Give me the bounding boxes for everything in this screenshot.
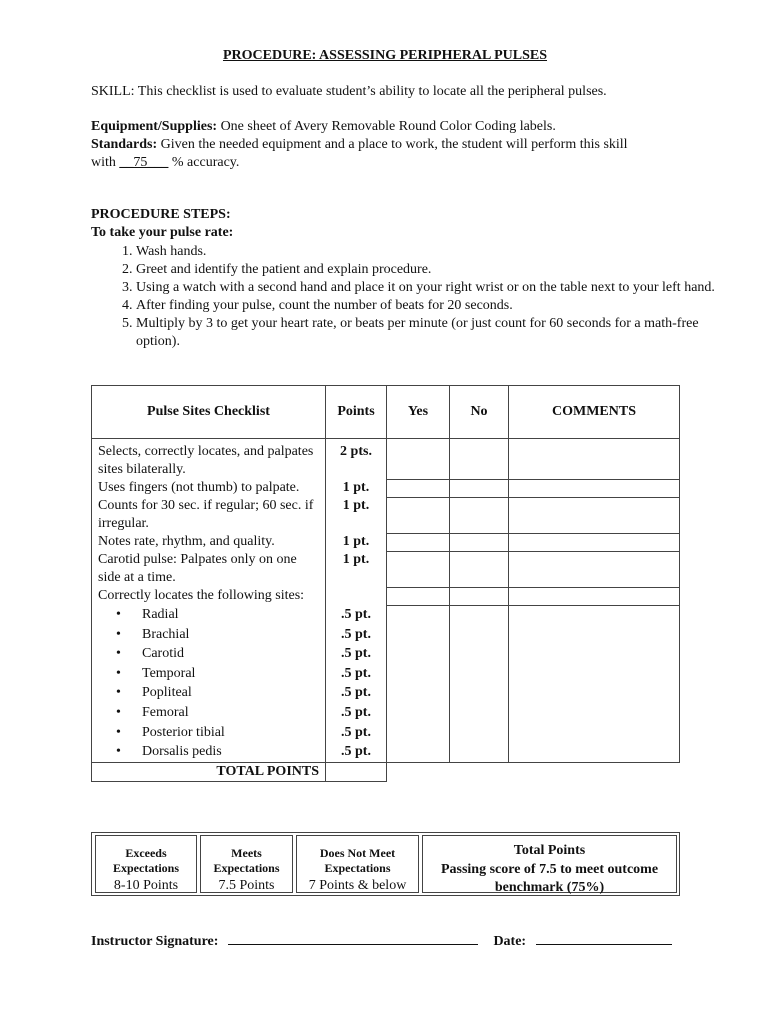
- date-field[interactable]: [536, 932, 672, 945]
- equipment-label: Equipment/Supplies:: [91, 119, 218, 134]
- site-points: .5 pt.: [341, 665, 371, 681]
- equipment-text: One sheet of Avery Removable Round Color Coding labels.: [217, 119, 556, 134]
- steps-heading: PROCEDURE STEPS:: [91, 207, 231, 222]
- blank-cell: [387, 762, 450, 781]
- site-name: Femoral: [142, 704, 189, 720]
- pulse-sites-checklist-table: [91, 385, 680, 782]
- site-item: [92, 723, 325, 743]
- row-points: 1 pt.: [326, 479, 387, 497]
- step-item: 4. After finding your pulse, count the number of beats for 20 seconds.: [136, 297, 726, 315]
- yes-cell[interactable]: [387, 587, 450, 605]
- instructor-signature-field[interactable]: [228, 932, 478, 945]
- total-points-box: [422, 835, 677, 893]
- total-points-label: TOTAL POINTS: [92, 762, 326, 781]
- steps-subheading: To take your pulse rate:: [91, 225, 234, 240]
- accuracy-value: __75___: [119, 155, 169, 170]
- skill-text: SKILL: This checklist is used to evaluate student’s ability to locate all the peripheral pulses.: [91, 84, 607, 99]
- site-points: .5 pt.: [341, 607, 371, 622]
- site-name: Posterior tibial: [142, 724, 225, 740]
- site-name: Popliteal: [142, 685, 192, 701]
- table-row: [92, 605, 680, 762]
- row-item: Counts for 30 sec. if regular; 60 sec. if irregular.: [92, 497, 326, 533]
- yes-cell[interactable]: [387, 479, 450, 497]
- comments-cell[interactable]: [509, 439, 680, 480]
- site-name: Dorsalis pedis: [142, 744, 222, 760]
- step-item: 1. Wash hands.: [136, 243, 726, 261]
- table-header-row: [92, 386, 680, 439]
- comments-cell[interactable]: [509, 479, 680, 497]
- step-item: 2. Greet and identify the patient and explain procedure.: [136, 261, 726, 279]
- row-points: 1 pt.: [326, 497, 387, 533]
- row-item: Uses fingers (not thumb) to palpate.: [92, 479, 326, 497]
- table-row: [92, 587, 680, 605]
- scoring-table: [91, 832, 680, 896]
- site-item: [92, 625, 325, 645]
- table-row: [92, 551, 680, 587]
- yes-cell[interactable]: [387, 497, 450, 533]
- site-name: Brachial: [142, 626, 190, 642]
- signature-line: [91, 932, 672, 950]
- site-name: Carotid: [142, 646, 184, 662]
- blank-cell: [509, 762, 680, 781]
- procedure-steps-list: [91, 243, 726, 351]
- header-checklist: Pulse Sites Checklist: [92, 386, 326, 439]
- site-item: [92, 703, 325, 723]
- site-item: [92, 664, 325, 684]
- equipment-line: [91, 119, 556, 135]
- header-no: No: [450, 386, 509, 439]
- not-meet-box: [296, 835, 419, 893]
- total-points-cell[interactable]: [326, 762, 387, 781]
- yes-cell[interactable]: [387, 439, 450, 480]
- sites-intro: Correctly locates the following sites:: [92, 587, 326, 605]
- no-cell[interactable]: [450, 439, 509, 480]
- site-name: Radial: [142, 607, 179, 622]
- site-points: .5 pt.: [341, 744, 371, 760]
- comments-cell[interactable]: [509, 551, 680, 587]
- row-points: 1 pt.: [326, 551, 387, 587]
- sites-list-cell: [92, 605, 326, 762]
- table-row: [92, 479, 680, 497]
- not-meet-value: 7 Points & below: [308, 878, 407, 893]
- total-title: Total Points: [513, 843, 586, 858]
- yes-cell[interactable]: [387, 551, 450, 587]
- date-label: Date:: [493, 934, 527, 949]
- no-cell[interactable]: [450, 497, 509, 533]
- standards-end: % accuracy.: [168, 155, 240, 170]
- no-cell[interactable]: [450, 479, 509, 497]
- comments-cell[interactable]: [509, 533, 680, 551]
- site-item: [92, 742, 325, 762]
- not-meet-title: Does Not Meet Expectations: [319, 846, 396, 875]
- exceeds-value: 8-10 Points: [113, 878, 179, 893]
- row-item: Carotid pulse: Palpates only on one side at a time.: [92, 551, 326, 587]
- site-item: [92, 644, 325, 664]
- meets-title: Meets Expectations: [213, 846, 280, 875]
- sites-no-cell[interactable]: [450, 605, 509, 762]
- exceeds-box: [95, 835, 197, 893]
- blank-cell: [450, 762, 509, 781]
- header-points: Points: [326, 386, 387, 439]
- meets-box: [200, 835, 293, 893]
- sites-points-cell: [326, 605, 387, 762]
- yes-cell[interactable]: [387, 533, 450, 551]
- row-points: 2 pts.: [326, 439, 387, 480]
- site-points: .5 pt.: [341, 724, 371, 740]
- site-points: .5 pt.: [341, 626, 371, 642]
- header-comments: COMMENTS: [509, 386, 680, 439]
- total-row: [92, 762, 680, 781]
- sites-comments-cell[interactable]: [509, 605, 680, 762]
- standards-accuracy-line: [91, 155, 239, 171]
- exceeds-title: Exceeds Expectations: [113, 846, 179, 875]
- site-points: .5 pt.: [341, 685, 371, 701]
- site-points: .5 pt.: [341, 646, 371, 662]
- standards-text: Given the needed equipment and a place to work, the student will perform this skill: [157, 137, 628, 152]
- instructor-signature-label: Instructor Signature:: [91, 934, 219, 949]
- row-item: Notes rate, rhythm, and quality.: [92, 533, 326, 551]
- sites-yes-cell[interactable]: [387, 605, 450, 762]
- standards-line: [91, 137, 628, 153]
- empty-points-cell: [326, 587, 387, 605]
- site-item: [92, 605, 325, 625]
- meets-value: 7.5 Points: [218, 878, 275, 893]
- standards-with: with: [91, 155, 120, 170]
- site-points: .5 pt.: [341, 704, 371, 720]
- row-points: 1 pt.: [326, 533, 387, 551]
- table-row: [92, 439, 680, 480]
- site-item: [92, 683, 325, 703]
- comments-cell[interactable]: [509, 587, 680, 605]
- comments-cell[interactable]: [509, 497, 680, 533]
- row-item: Selects, correctly locates, and palpates sites bilaterally.: [92, 439, 326, 480]
- no-cell[interactable]: [450, 551, 509, 587]
- standards-label: Standards:: [91, 137, 158, 152]
- step-item: 5. Multiply by 3 to get your heart rate, or beats per minute (or just count for 60 seconds for a math-free option).: [136, 315, 726, 351]
- header-yes: Yes: [387, 386, 450, 439]
- no-cell[interactable]: [450, 587, 509, 605]
- site-name: Temporal: [142, 665, 196, 681]
- table-row: [92, 497, 680, 533]
- total-text: Passing score of 7.5 to meet outcome benchmark (75%): [440, 862, 659, 895]
- page-title: PROCEDURE: ASSESSING PERIPHERAL PULSES: [222, 48, 548, 63]
- step-item: 3. Using a watch with a second hand and place it on your right wrist or on the table next to your left hand.: [136, 279, 726, 297]
- table-row: [92, 533, 680, 551]
- no-cell[interactable]: [450, 533, 509, 551]
